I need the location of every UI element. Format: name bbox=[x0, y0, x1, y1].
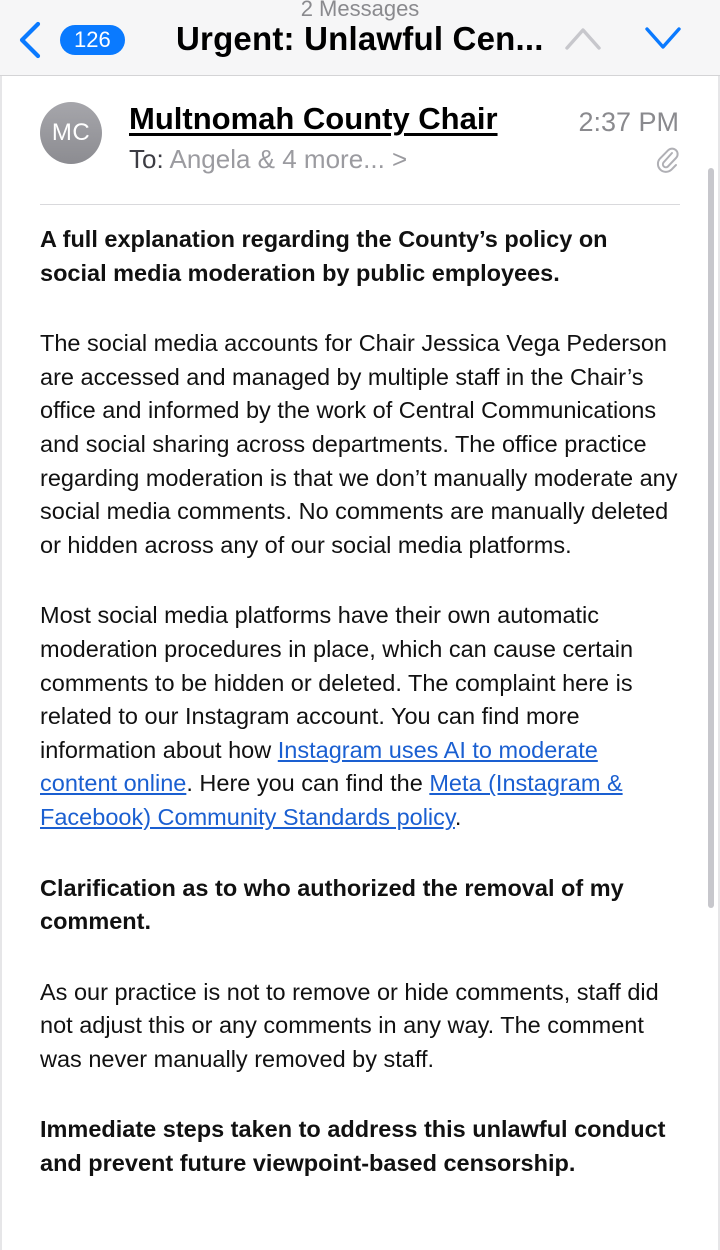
previous-message-chevron-up-icon[interactable] bbox=[563, 24, 603, 52]
paperclip-icon bbox=[655, 145, 679, 173]
navigation-bar bbox=[0, 0, 720, 76]
paragraph-1: The social media accounts for Chair Jessica Vega Pederson are accessed and managed by multiple staff in the Chair’s office and informed by the work of Central Communications and social sharing across departments. The office practice regarding moderation is that we don’t manually moderate any social media comments. No comments are manually deleted or hidden across any of our social media platforms. bbox=[40, 330, 678, 558]
paragraph-2: Most social media platforms have their own automatic moderation procedures in place, which can cause certain comments to be hidden or deleted. The complaint here is related to our Instagram account. You can find more information about how Instagram uses AI to moderate content online. Here you can find the Meta (Instagram & Facebook) Community Standards policy. bbox=[40, 602, 634, 830]
paragraph-3: As our practice is not to remove or hide comments, staff did not adjust this or any comments in any way. The comment was never manually removed by staff. bbox=[40, 978, 659, 1072]
section-heading-3: Immediate steps taken to address this unlawful conduct and prevent future viewpoint-based censorship. bbox=[40, 1116, 666, 1177]
message-count: 2 Messages bbox=[300, 0, 420, 21]
meta-community-standards-link[interactable]: Meta (Instagram & Facebook) Community Standards policy bbox=[40, 770, 623, 830]
header-divider bbox=[40, 204, 680, 205]
card-edge-left bbox=[0, 76, 2, 1250]
sender-avatar[interactable]: MC bbox=[40, 102, 102, 164]
scrollbar[interactable] bbox=[708, 168, 714, 908]
chevron-left-icon bbox=[16, 20, 44, 60]
sender-name[interactable]: Multnomah County Chair bbox=[129, 101, 498, 136]
recipients-line[interactable] bbox=[129, 144, 407, 175]
section-heading-2: Clarification as to who authorized the removal of my comment. bbox=[40, 874, 624, 935]
thread-title: Urgent: Unlawful Cen... bbox=[176, 20, 544, 57]
message-body bbox=[40, 223, 680, 1181]
unread-count-badge: 126 bbox=[60, 25, 125, 55]
next-message-chevron-down-icon[interactable] bbox=[643, 24, 683, 52]
instagram-ai-moderation-link[interactable]: Instagram uses AI to moderate content online bbox=[40, 736, 598, 797]
section-heading-1: A full explanation regarding the County’s policy on social media moderation by public employees. bbox=[40, 226, 608, 286]
recipients-summary: Angela & 4 more... > bbox=[169, 144, 408, 174]
back-button[interactable] bbox=[16, 18, 126, 62]
sent-time: 2:37 PM bbox=[578, 107, 679, 137]
to-label: To: bbox=[129, 144, 164, 174]
